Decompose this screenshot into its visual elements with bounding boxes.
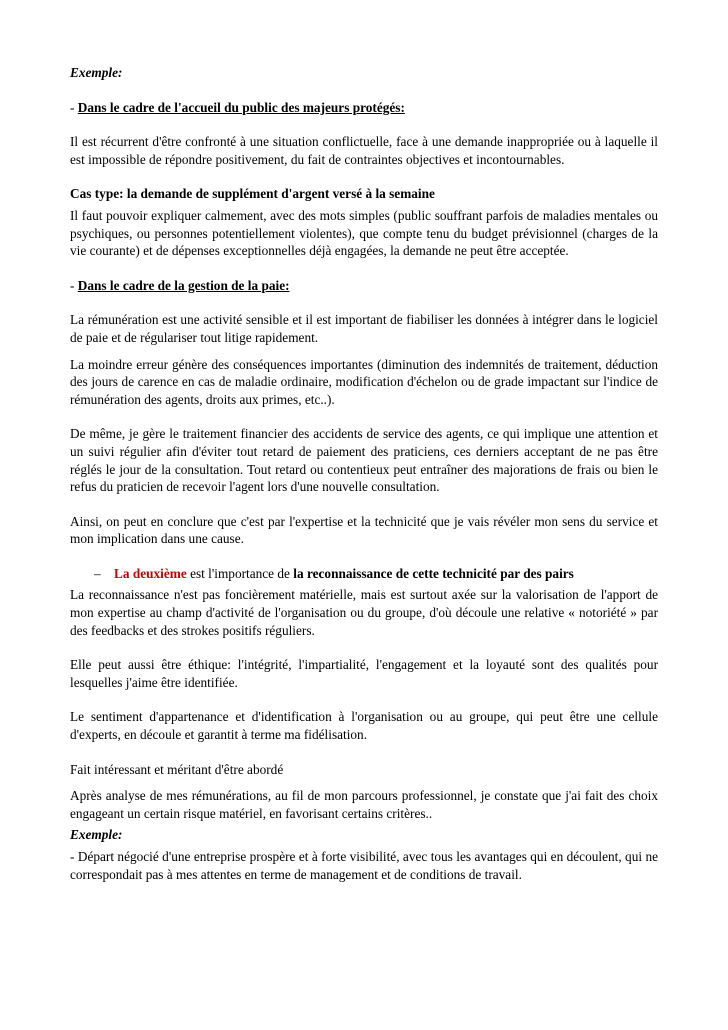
example-label-1: Exemple: (70, 65, 123, 80)
paragraph-analyse: Après analyse de mes rémunérations, au fil de mon parcours professionnel, je constate que j'ai fait des choix engageant un certain risque matériel, en favorisant certains critères.. (70, 788, 658, 821)
paragraph-remuneration: La rémunération est une activité sensible et il est important de fiabiliser les données à intégrer dans le logiciel de paie et de régulariser tout litige rapidement. (70, 312, 658, 345)
section-prefix: - (70, 99, 78, 115)
paragraph-appartenance: Le sentiment d'appartenance et d'identification à l'organisation ou au groupe, qui peut être une cellule d'experts, en découle et garantit à terme ma fidélisation. (70, 709, 658, 743)
section-prefix: - (70, 277, 78, 293)
paragraph-accidents: De même, je gère le traitement financier des accidents de service des agents, ce qui implique une attention et un suivi régulier afin d'éviter tout retard de paiement des praticiens, ces derniers acceptant de ne pas être réglés le jour de la consultation. Tout retard ou contentieux peut entraîner des majorations de frais ou bien le refus du praticien de recevoir l'agent lors d'une nouvelle consultation. (70, 426, 658, 495)
bullet-highlight: La deuxième (114, 565, 187, 581)
example-label-2: Exemple: (70, 827, 123, 843)
paragraph-fait-interessant: Fait intéressant et méritant d'être abordé (70, 761, 284, 777)
section-heading-accueil (70, 99, 658, 117)
section-heading-paie (70, 277, 658, 295)
paragraph-explain: Il faut pouvoir expliquer calmement, avec des mots simples (public souffrant parfois de maladies mentales ou psychiques, ou personnes potentiellement violentes), que compte tenu du budget prévisionnel (charges de la vie courante) et de dépenses exceptionnelles déjà engagées, la demande ne peut être acceptée. (70, 207, 658, 259)
paragraph-erreur: La moindre erreur génère des conséquences importantes (diminution des indemnités de traitement, déduction des jours de carence en cas de maladie ordinaire, modification d'échelon ou de grade impactant sur l'indice de rémunération des agents, droits aux primes, etc..). (70, 356, 658, 407)
bullet-bold: la reconnaissance de cette technicité par des pairs (293, 565, 574, 581)
bullet-deuxieme (70, 565, 658, 583)
bullet-text (114, 565, 574, 583)
case-heading: Cas type: la demande de supplément d'argent versé à la semaine (70, 186, 435, 202)
bullet-dash: – (94, 565, 101, 581)
paragraph-ethique: Elle peut aussi être éthique: l'intégrité, l'impartialité, l'engagement et la loyauté sont des qualités pour lesquelles j'aime être identifiée. (70, 657, 658, 690)
paragraph-reconnaissance: La reconnaissance n'est pas foncièrement matérielle, mais est surtout axée sur la valorisation de l'apport de mon expertise au champ d'activité de l'organisation ou du groupe, d'où découle une relative « notoriété » par des feedbacks et des strokes positifs réguliers. (70, 587, 658, 638)
bullet-mid: est l'importance de (186, 565, 294, 581)
paragraph-conclusion: Ainsi, on peut en conclure que c'est par l'expertise et la technicité que je vais révéler mon sens du service et mon implication dans une cause. (70, 513, 658, 547)
paragraph-conflict: Il est récurrent d'être confronté à une situation conflictuelle, face à une demande inappropriée ou à laquelle il est impossible de répondre positivement, du fait de contraintes objectives et incontournables. (70, 134, 658, 167)
section-heading-text: Dans le cadre de la gestion de la paie: (77, 277, 290, 293)
paragraph-depart: - Départ négocié d'une entreprise prospère et à forte visibilité, avec tous les avantages qui en découlent, qui ne correspondait pas à mes attentes en terme de management et de conditions de travail. (70, 849, 658, 882)
section-heading-text: Dans le cadre de l'accueil du public des majeurs protégés: (77, 99, 405, 115)
